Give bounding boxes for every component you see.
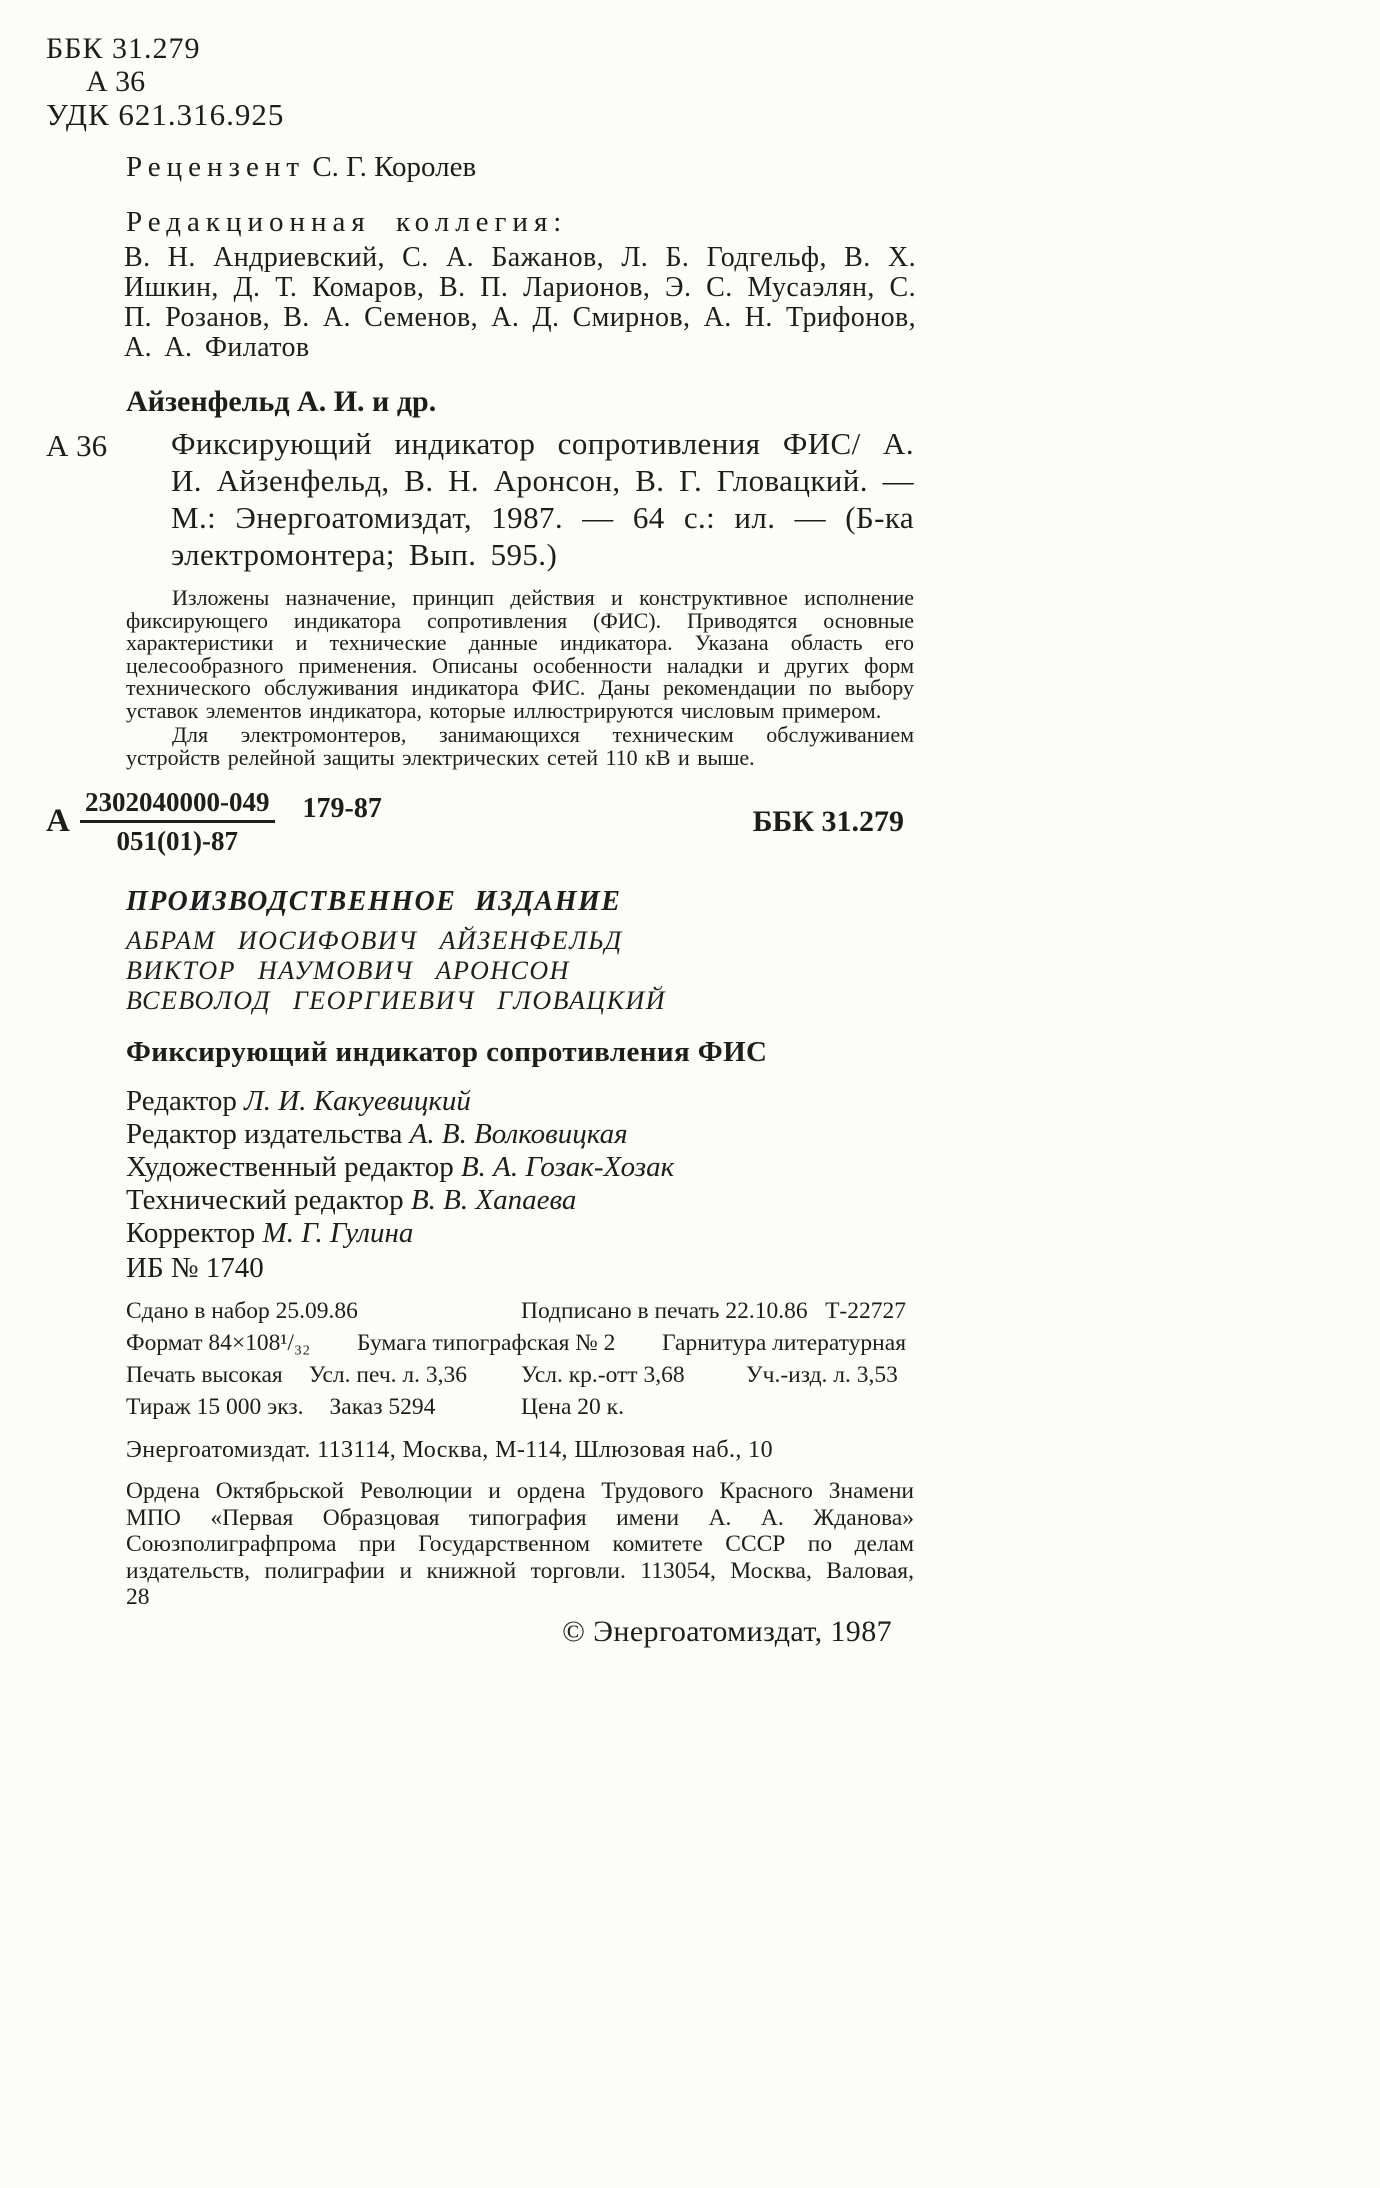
catalog-entry: Фиксирующий индикатор сопротивления ФИС/ А. И. Айзенфельд, В. Н. Аронсон, В. Г. Гловацкий. — М.: Энергоатомиздат, 1987. — 64 с.: ил. — (Б-ка электромонтера; Вып. 595.) bbox=[171, 426, 914, 572]
publisher-address: Энергоатомиздат. 113114, Москва, М-114, Шлюзовая наб., 10 bbox=[126, 1437, 773, 1464]
audience-text: Для электромонтеров, занимающихся техническим обслуживанием устройств релейной защиты электрических сетей 110 кВ и выше. bbox=[126, 722, 914, 770]
edition-type-label: ПРОИЗВОДСТВЕННОЕ ИЗДАНИЕ bbox=[126, 886, 622, 918]
typeface-name: Гарнитура литературная bbox=[662, 1330, 906, 1357]
printing-house-info: Ордена Октябрьской Революции и ордена Трудового Красного Знамени МПО «Первая Образцовая типография имени А. А. Жданова» Союзполиграфпрома при Государственном комитете СССР по делам издательств, полиграфии и книжной торговли. 113054, Москва, Валовая, 28 bbox=[126, 1478, 914, 1611]
imprint-row-dates bbox=[126, 1295, 906, 1327]
book-title: Фиксирующий индикатор сопротивления ФИС bbox=[126, 1036, 768, 1069]
staff-row bbox=[126, 1184, 1380, 1217]
bbk-code: ББК 31.279 bbox=[46, 32, 201, 65]
conventional-sheets: Усл. печ. л. 3,36 bbox=[308, 1362, 468, 1389]
edition-author: ВИКТОР НАУМОВИЧ АРОНСОН bbox=[126, 956, 570, 986]
catalog-author-heading: Айзенфельд А. И. и др. bbox=[126, 385, 437, 418]
circulation-count: Тираж 15 000 экз. bbox=[126, 1394, 304, 1421]
formula-fraction bbox=[80, 787, 275, 856]
formula-letter: А bbox=[46, 803, 70, 840]
staff-role: Художественный редактор bbox=[126, 1151, 454, 1184]
reviewer-label: Рецензент bbox=[126, 151, 306, 183]
fraction-numerator: 2302040000-049 bbox=[80, 787, 275, 823]
fraction-denominator: 051(01)-87 bbox=[116, 826, 238, 857]
annotation-text: Изложены назначение, принцип действия и конструктивное исполнение фиксирующего индикатора сопротивления (ФИС). Приводятся основные характеристики и технические данные индикатора. Указана область его целесообразного применения. Описаны особенности наладки и других форм технического обслуживания индикатора ФИС. Даны рекомендации по выбору уставок элементов индикатора, которые иллюстрируются числовым примером. bbox=[126, 585, 914, 723]
catalog-index: А 36 bbox=[46, 428, 108, 463]
edition-author: АБРАМ ИОСИФОВИЧ АЙЗЕНФЕЛЬД bbox=[126, 926, 623, 956]
classification-codes bbox=[46, 32, 1380, 131]
ib-number: ИБ № 1740 bbox=[126, 1252, 264, 1285]
imprint-block bbox=[126, 1295, 906, 1423]
ink-impressions: Усл. кр.-отт 3,68 bbox=[521, 1362, 685, 1389]
staff-role: Технический редактор bbox=[126, 1184, 404, 1217]
staff-name: М. Г. Гулина bbox=[262, 1217, 414, 1250]
printing-method: Печать высокая bbox=[126, 1362, 283, 1389]
staff-row bbox=[126, 1151, 1380, 1184]
accounting-sheets: Уч.-изд. л. 3,53 bbox=[746, 1362, 898, 1389]
edition-authors-list bbox=[46, 926, 1380, 1016]
staff-name: В. В. Хапаева bbox=[410, 1184, 577, 1217]
reviewer-line bbox=[126, 151, 1380, 184]
price-value: Цена 20 к. bbox=[521, 1394, 624, 1421]
staff-row bbox=[126, 1085, 1380, 1118]
paper-type: Бумага типографская № 2 bbox=[357, 1330, 616, 1357]
print-date: Подписано в печать 22.10.86 bbox=[521, 1298, 808, 1325]
order-number: Заказ 5294 bbox=[329, 1394, 436, 1421]
staff-row bbox=[126, 1217, 1380, 1250]
formula-code: 179-87 bbox=[302, 793, 382, 824]
formula-bbk-code: ББК 31.279 bbox=[752, 804, 904, 838]
catalog-entry-row bbox=[46, 425, 1380, 573]
edition-author: ВСЕВОЛОД ГЕОРГИЕВИЧ ГЛОВАЦКИЙ bbox=[126, 986, 667, 1016]
staff-name: А. В. Волковицкая bbox=[409, 1118, 628, 1151]
staff-role: Редактор издательства bbox=[126, 1118, 403, 1151]
staff-row bbox=[126, 1118, 1380, 1151]
udk-code: УДК 621.316.925 bbox=[46, 97, 285, 132]
reviewer-name: С. Г. Королев bbox=[312, 151, 477, 183]
catalog-formula bbox=[46, 787, 914, 856]
copyright-notice: © Энергоатомиздат, 1987 bbox=[562, 1614, 892, 1648]
author-sign-code: А 36 bbox=[86, 65, 146, 98]
imprint-row-sheets bbox=[126, 1359, 906, 1391]
staff-role: Корректор bbox=[126, 1217, 256, 1250]
staff-list bbox=[126, 1085, 1380, 1285]
staff-role: Редактор bbox=[126, 1085, 237, 1118]
imprint-row-circulation bbox=[126, 1391, 906, 1423]
editorial-board-label: Редакционная коллегия: bbox=[126, 206, 568, 238]
t-code: Т-22727 bbox=[825, 1298, 906, 1325]
staff-name: Л. И. Какуевицкий bbox=[244, 1085, 471, 1118]
imprint-row-format bbox=[126, 1327, 906, 1359]
staff-name: В. А. Гозак-Хозак bbox=[460, 1151, 675, 1184]
format-value: Формат 84×108¹/₃₂ bbox=[126, 1330, 311, 1357]
editorial-board-members: В. Н. Андриевский, С. А. Бажанов, Л. Б. Годгельф, В. Х. Ишкин, Д. Т. Комаров, В. П. Ларионов, Э. С. Мусаэлян, С. П. Розанов, В. А. Семенов, А. Д. Смирнов, А. Н. Трифонов, А. А. Филатов bbox=[124, 242, 916, 363]
set-date: Сдано в набор 25.09.86 bbox=[126, 1298, 358, 1325]
